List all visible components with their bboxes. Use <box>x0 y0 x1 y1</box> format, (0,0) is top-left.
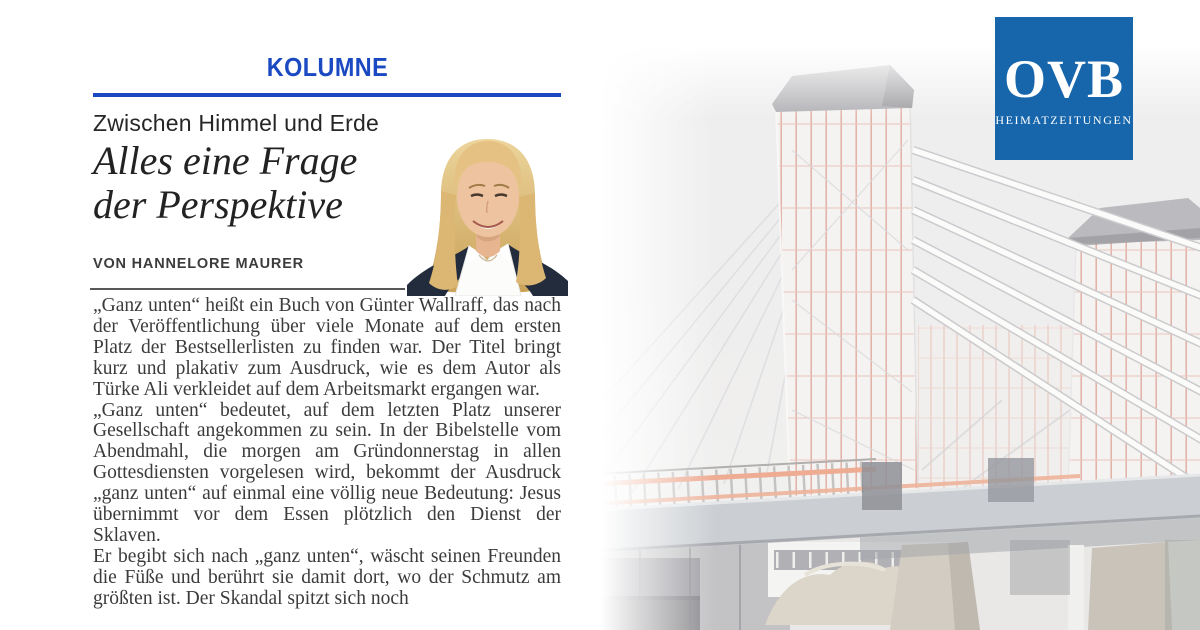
headline-line2: der Perspektive <box>93 182 343 227</box>
byline-rule <box>90 288 405 290</box>
ovb-logo-subtext: HEIMATZEITUNGEN <box>995 112 1133 127</box>
kicker-rule <box>93 93 561 97</box>
ovb-logo <box>995 17 1133 160</box>
author-portrait <box>407 133 568 296</box>
headline-line1: Alles eine Frage <box>93 138 358 183</box>
article-body <box>93 296 561 630</box>
ovb-logo-text: OVB <box>1003 48 1125 109</box>
article-paragraph: Er begibt sich nach „ganz unten“, wäscht seinen Freunden die Füße und berührt sie damit dort, wo der Schmutz am größten ist. Der Skandal spitzt sich noch <box>93 545 561 609</box>
kicker-label: KOLUMNE <box>266 52 388 82</box>
headline <box>93 139 357 227</box>
kicker <box>93 52 561 83</box>
article-paragraph: „Ganz unten“ bedeutet, auf dem letzten Platz unserer Gesellschaft angekommen zu sein. In der Bibelstelle vom Abendmahl, die morgen am Gründonnerstag in allen Gottesdiensten vorgelesen wird, bekommt der Ausdruck „ganz unten“ auf einmal eine völlig neue Bedeutung: Jesus übernimmt vor dem Essen plötzlich den Dienst der Sklaven. <box>93 399 561 546</box>
author-photo <box>407 133 568 296</box>
byline: VON HANNELORE MAURER <box>93 256 304 272</box>
series-title: Zwischen Himmel und Erde <box>93 110 380 136</box>
article-paragraph: „Ganz unten“ heißt ein Buch von Günter Wallraff, das nach der Veröffentlichung über viele Monate auf dem ersten Platz der Bestsellerlisten zu finden war. Der Titel bringt kurz und plakativ zum Ausdruck, wie es dem Autor als Türke Ali verkleidet auf dem Arbeitsmarkt ergangen war. <box>93 296 561 400</box>
